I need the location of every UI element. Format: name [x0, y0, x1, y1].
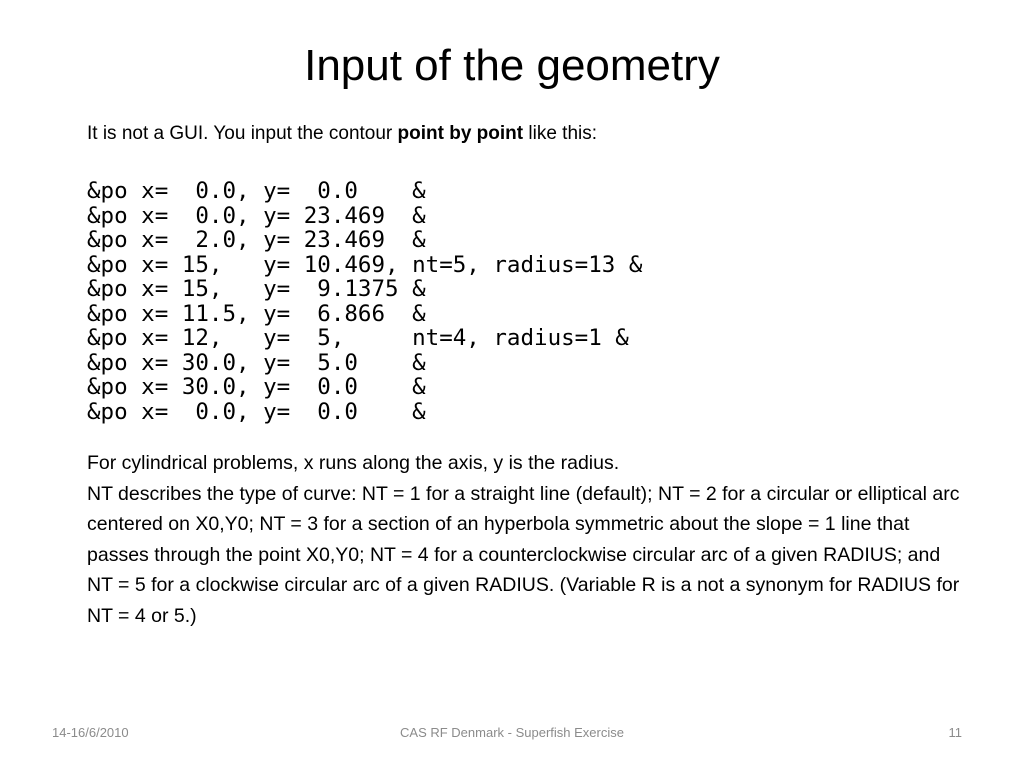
description-paragraph-cylindrical: For cylindrical problems, x runs along the axis, y is the radius.: [87, 452, 620, 474]
code-line: &po x= 0.0, y= 23.469 &: [87, 202, 426, 229]
code-block: [87, 179, 642, 424]
code-line: &po x= 2.0, y= 23.469 &: [87, 227, 426, 253]
code-line: &po x= 30.0, y= 5.0 &: [87, 349, 426, 376]
footer-date: 14-16/6/2010: [52, 725, 129, 740]
code-line: &po x= 0.0, y= 0.0 &: [87, 398, 426, 425]
code-line: &po x= 30.0, y= 0.0 &: [87, 374, 426, 400]
footer-event: CAS RF Denmark - Superfish Exercise: [400, 725, 624, 740]
code-line: &po x= 15, y= 10.469, nt=5, radius=13 &: [87, 251, 643, 278]
intro-text: [87, 121, 597, 147]
code-line: &po x= 11.5, y= 6.866 &: [87, 300, 426, 327]
code-line: &po x= 12, y= 5, nt=4, radius=1 &: [87, 325, 629, 351]
code-line: &po x= 0.0, y= 0.0 &: [87, 178, 426, 204]
code-line: &po x= 15, y= 9.1375 &: [87, 276, 426, 302]
description: [87, 448, 967, 631]
intro-text-before: It is not a GUI. You input the contour: [87, 123, 398, 144]
footer-page-number: 11: [948, 725, 962, 740]
description-paragraph-nt: NT describes the type of curve: NT = 1 for a straight line (default); NT = 2 for a circular or elliptical arc centered on X0,Y0; NT = 3 for a section of an hyperbola symmetric about the slope = 1 line that passes through the point X0,Y0; NT = 4 for a counterclockwise circular arc of a given RADIUS; and NT = 5 for a clockwise circular arc of a given RADIUS. (Variable R is a not a synonym for RADIUS for NT = 4 or 5.): [87, 482, 960, 627]
intro-text-after: like this:: [523, 123, 598, 144]
intro-text-bold: point by point: [397, 123, 524, 144]
slide-title: Input of the geometry: [304, 41, 720, 90]
